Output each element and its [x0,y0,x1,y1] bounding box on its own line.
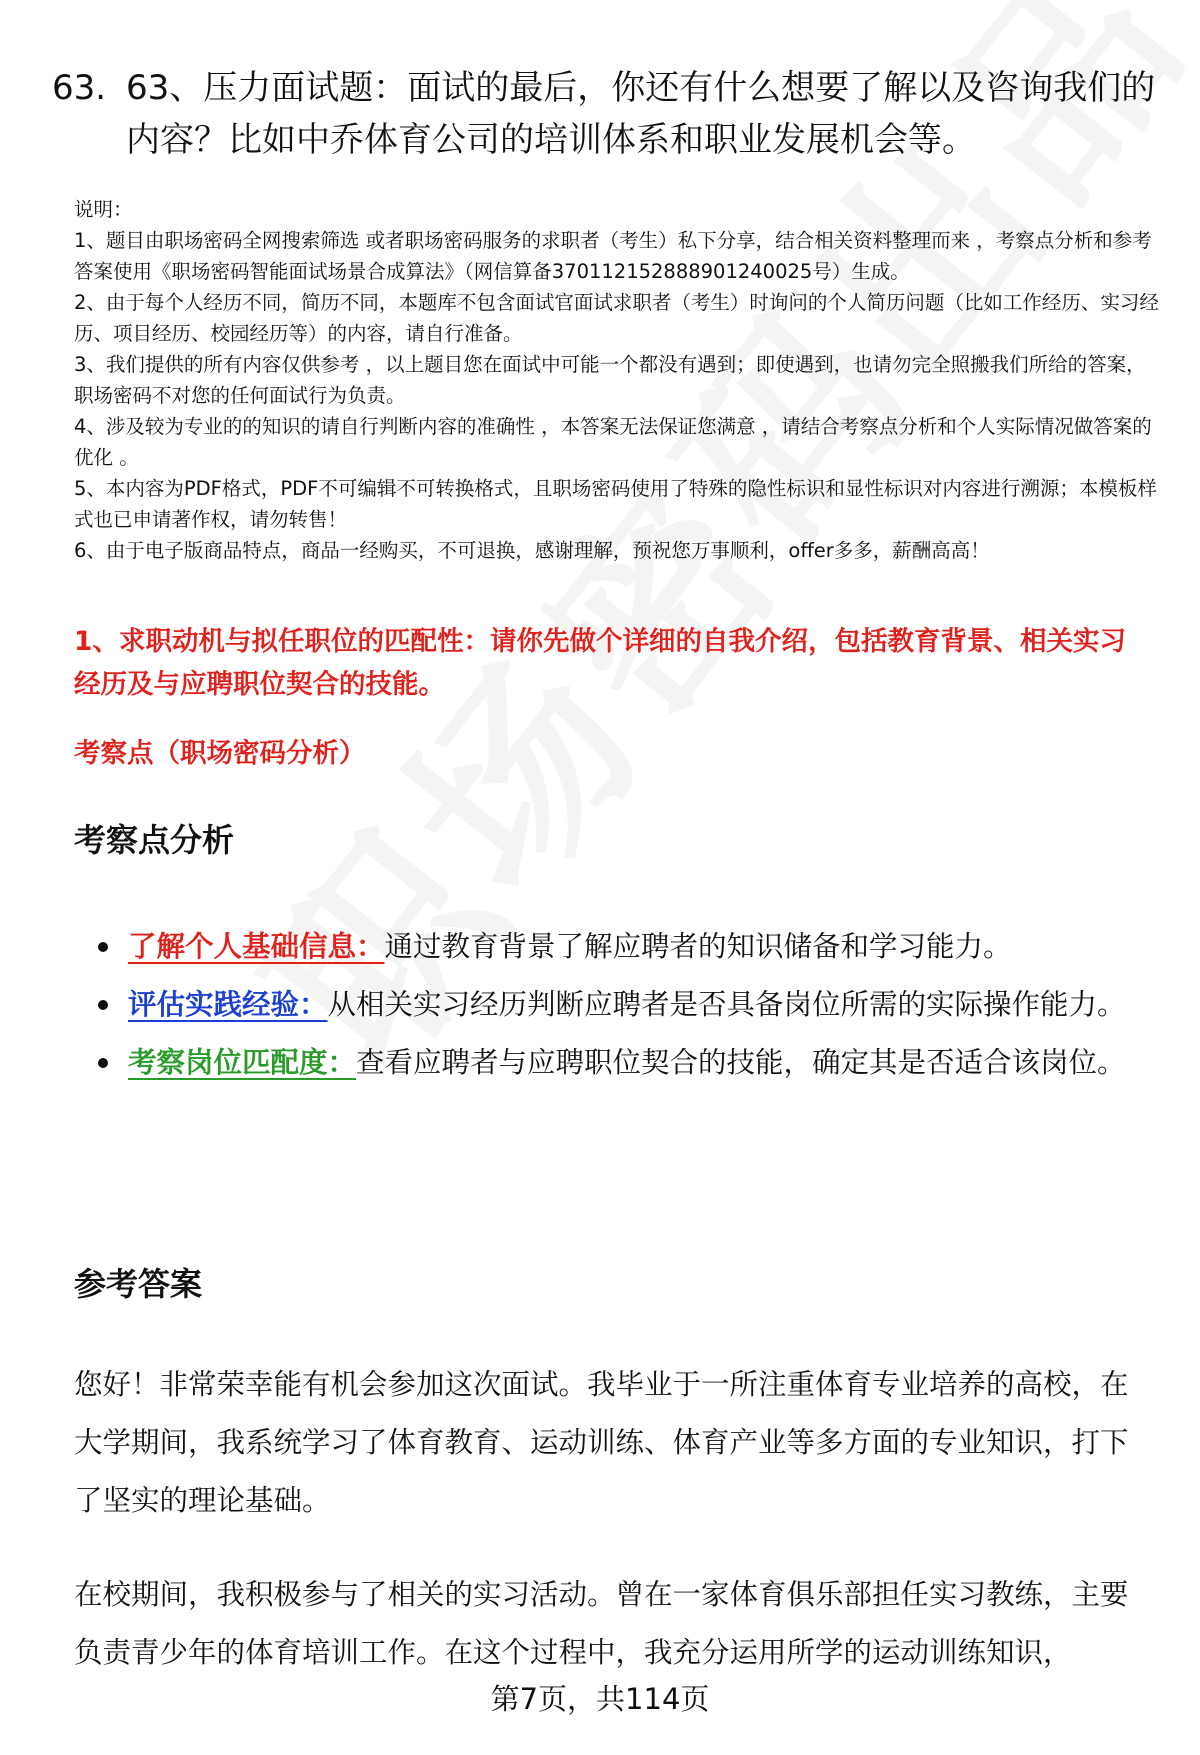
question-number: 63. [52,68,107,108]
bullet-keyword: 考察岗位匹配度： [128,1046,357,1079]
bullet-dot-icon [98,1000,108,1010]
list-item [74,976,1134,1034]
notes-item: 6、由于电子版商品特点，商品一经购买，不可退换，感谢理解，预祝您万事顺利，offer多多，薪酬高高！ [74,539,990,562]
analysis-title: 考察点分析 [74,821,235,859]
bullet-keyword: 了解个人基础信息： [128,930,385,963]
bullet-keyword: 评估实践经验： [128,988,328,1021]
bullet-text: 从相关实习经历判断应聘者是否具备岗位所需的实际操作能力。 [327,988,1126,1021]
analysis-list [74,918,1134,1092]
bullet-text: 查看应聘者与应聘职位契合的技能，确定其是否适合该岗位。 [356,1046,1126,1079]
bullet-dot-icon [98,942,108,952]
reference-title: 参考答案 [74,1265,203,1303]
notes-item: 3、我们提供的所有内容仅供参考 ，以上题目您在面试中可能一个都没有遇到；即使遇到，也请勿完全照搬我们所给的答案，职场密码不对您的任何面试行为负责。 [74,353,1146,407]
notes-item: 1、题目由职场密码全网搜索筛选 或者职场密码服务的求职者（考生）私下分享，结合相关资料整理而来 ，考察点分析和参考答案使用《职场密码智能面试场景合成算法》（网信算备370112152888901240025号）生成。 [74,229,1152,283]
notes-title: 说明： [74,198,133,221]
question-heading [52,62,1162,166]
answer-paragraph: 在校期间，我积极参与了相关的实习活动。曾在一家体育俱乐部担任实习教练，主要负责青少年的体育培训工作。在这个过程中，我充分运用所学的运动训练知识， [74,1578,1129,1669]
notes-block [74,194,1160,566]
page-number: 第7页，共114页 [490,1682,710,1716]
list-item [74,918,1134,976]
list-item [74,1034,1134,1092]
bullet-dot-icon [98,1058,108,1068]
bullet-text: 通过教育背景了解应聘者的知识储备和学习能力。 [384,930,1012,963]
notes-item: 2、由于每个人经历不同，简历不同，本题库不包含面试官面试求职者（考生）时询问的个人简历问题（比如工作经历、实习经历、项目经历、校园经历等）的内容，请自行准备。 [74,291,1159,345]
notes-item: 4、涉及较为专业的的知识的请自行判断内容的准确性 ，本答案无法保证您满意 ，请结合考察点分析和个人实际情况做答案的优化 。 [74,415,1152,469]
notes-item: 5、本内容为PDF格式，PDF不可编辑不可转换格式，且职场密码使用了特殊的隐性标识和显性标识对内容进行溯源；本模板样式也已申请著作权，请勿转售！ [74,477,1157,531]
sub-question-heading: 1、求职动机与拟任职位的匹配性：请你先做个详细的自我介绍，包括教育背景、相关实习经历及与应聘职位契合的技能。 [74,626,1126,700]
answer-paragraph: 您好！非常荣幸能有机会参加这次面试。我毕业于一所注重体育专业培养的高校，在大学期间，我系统学习了体育教育、运动训练、体育产业等多方面的专业知识，打下了坚实的理论基础。 [74,1368,1129,1517]
question-text: 63、压力面试题：面试的最后，你还有什么想要了解以及咨询我们的内容？比如中乔体育公司的培训体系和职业发展机会等。 [126,68,1156,160]
analysis-source-label: 考察点（职场密码分析） [74,738,366,769]
